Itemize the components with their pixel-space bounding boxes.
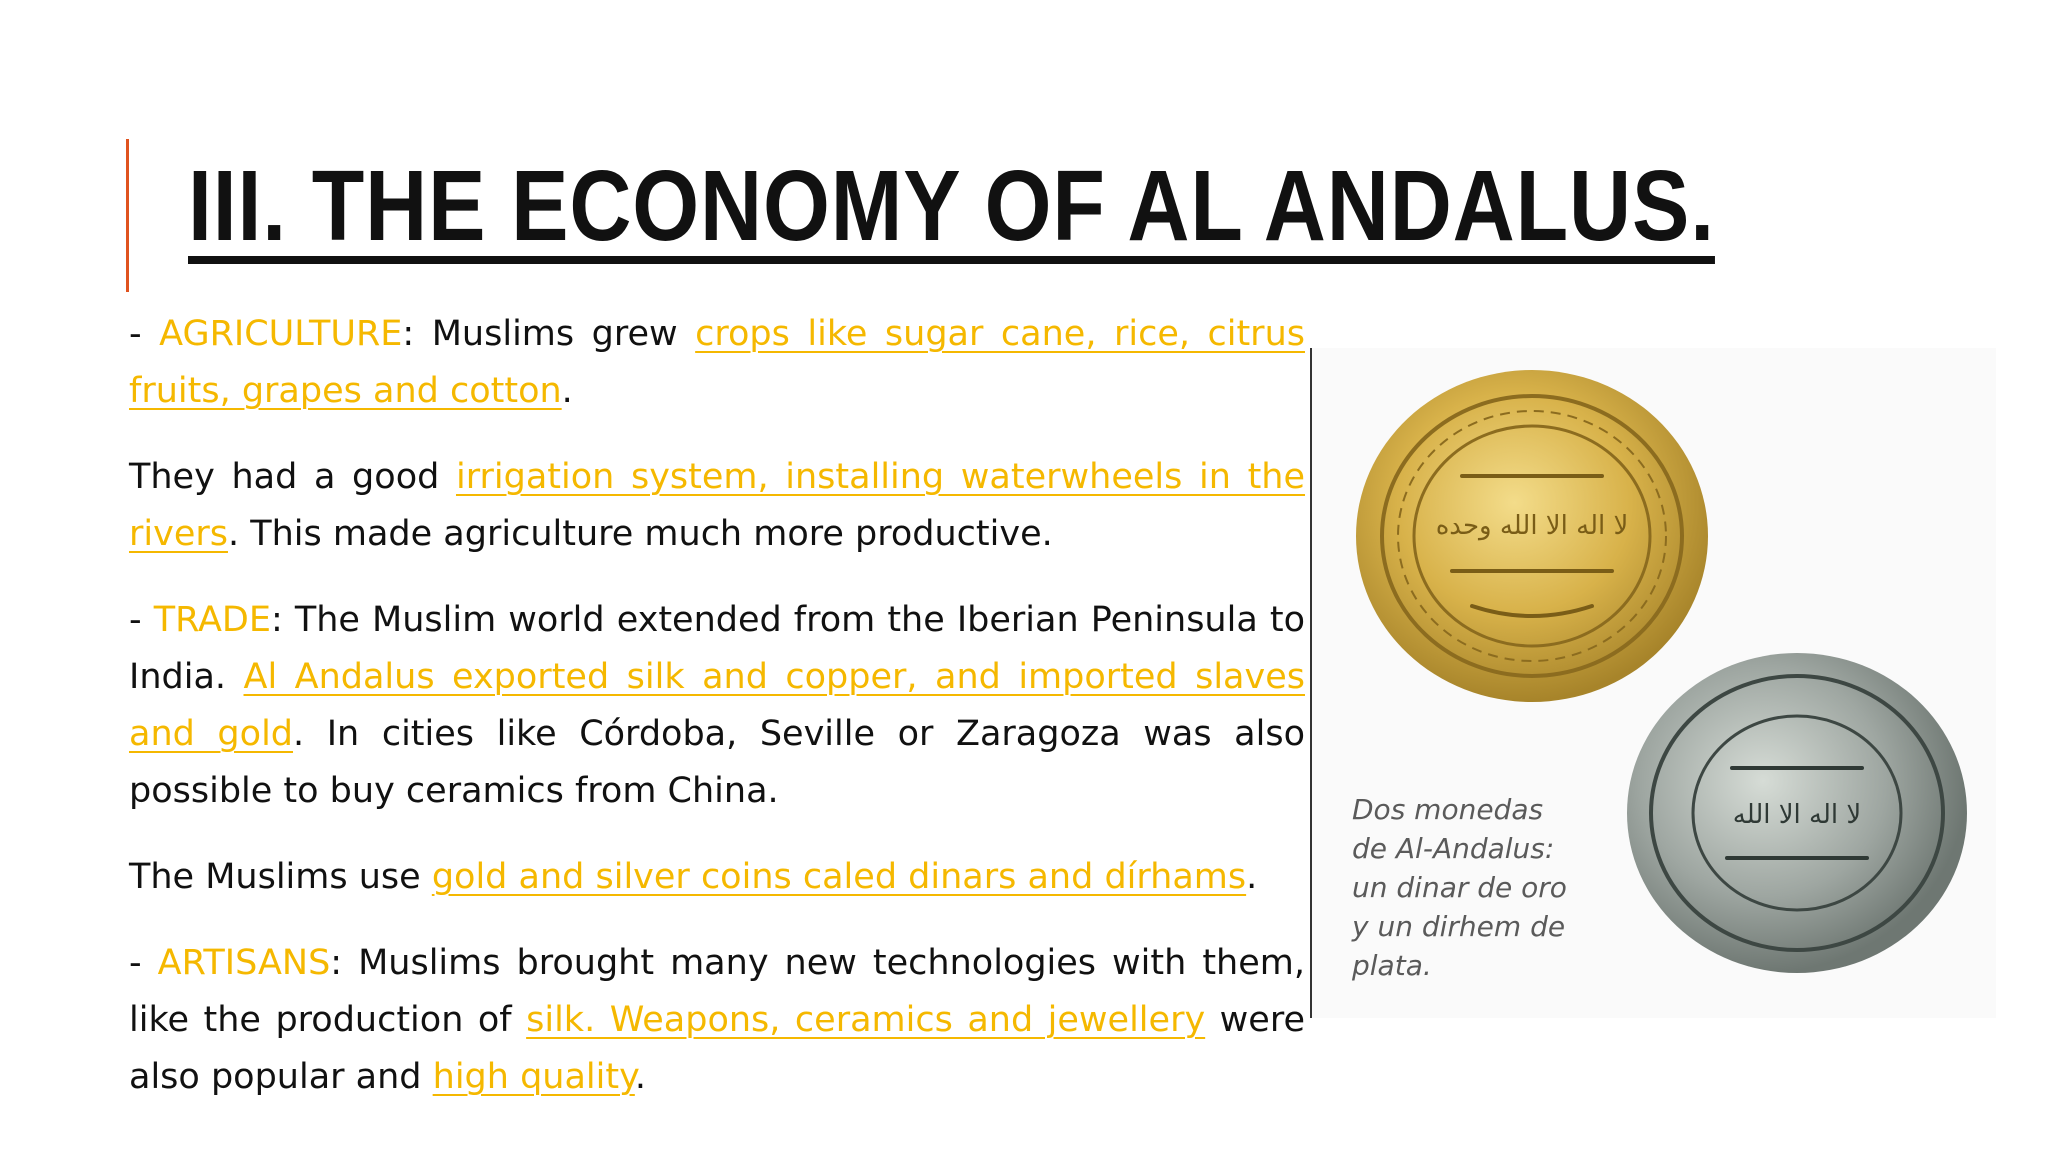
text: The Muslims use [129, 857, 432, 897]
keyword-trade: TRADE [153, 600, 271, 640]
highlight-irrigation: irrigation system, installing waterwheels in the rivers [129, 457, 1306, 554]
text: : Muslims grew [402, 314, 696, 354]
paragraph-trade [129, 592, 1305, 820]
gold-coin-inscription: لا اله الا الله وحده [1435, 511, 1629, 541]
highlight-exports: Al Andalus exported silk and copper, and imported slaves and gold [129, 657, 1305, 754]
bullet-dash: - [129, 600, 154, 640]
keyword-artisans: ARTISANS [157, 943, 331, 983]
silver-dirhem-coin-image [1622, 648, 1972, 978]
paragraph-agriculture [129, 306, 1305, 420]
text: They had a good [129, 457, 456, 497]
text: . [1246, 857, 1258, 897]
coins-figure [1310, 348, 1996, 1018]
title-container [188, 150, 1964, 262]
highlight-crafts: silk. Weapons, ceramics and jewellery [526, 1000, 1206, 1040]
paragraph-irrigation [129, 449, 1305, 563]
text: were also popular and [129, 1000, 1305, 1097]
text: : Muslims brought many new technologies with them, like the production of [129, 943, 1305, 1040]
paragraph-coins [129, 849, 1305, 906]
title-accent-bar [126, 139, 129, 292]
body-text [129, 306, 1305, 1135]
text: : The Muslim world extended from the Iberian Peninsula to India. [129, 600, 1305, 697]
highlight-crops: crops like sugar cane, rice, citrus fruits, grapes and cotton [129, 314, 1305, 411]
bullet-dash: - [129, 943, 158, 983]
paragraph-artisans [129, 935, 1305, 1106]
text: . In cities like Córdoba, Seville or Zaragoza was also possible to buy ceramics from China. [129, 714, 1305, 811]
figure-caption: Dos monedas de Al-Andalus: un dinar de oro y un dirhem de plata. [1352, 793, 1567, 982]
text: . [561, 371, 573, 411]
text: . This made agriculture much more productive. [227, 514, 1053, 554]
keyword-agriculture: AGRICULTURE [159, 314, 403, 354]
slide-title: III. THE ECONOMY OF AL ANDALUS. [188, 150, 1715, 262]
text: . [634, 1057, 646, 1097]
highlight-quality: high quality [432, 1057, 635, 1097]
silver-coin-inscription: لا اله الا الله [1732, 800, 1862, 830]
highlight-coins: gold and silver coins caled dinars and dírhams [431, 857, 1247, 897]
bullet-dash: - [129, 314, 160, 354]
